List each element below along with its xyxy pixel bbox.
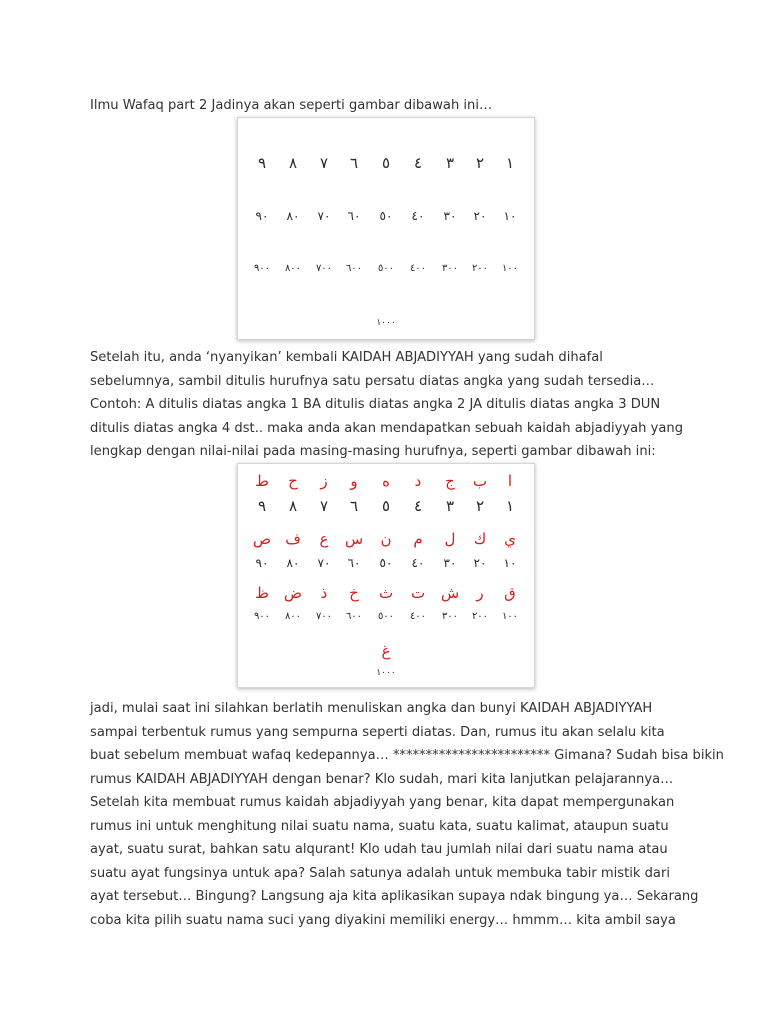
- text-line: ayat tersebut… Bingung? Langsung aja kita aplikasikan supaya ndak bingung ya… Sekarang: [90, 889, 699, 904]
- table-cell: ٧٠٠: [315, 611, 333, 622]
- table-cell: ٦: [349, 497, 359, 515]
- abjad-letter: ب: [472, 472, 488, 490]
- table-cell: ١: [505, 154, 515, 172]
- text-line: coba kita pilih suatu nama suci yang diyakini memiliki energy… hmmm… kita ambil saya: [90, 912, 676, 928]
- abjad-letter: ج: [445, 472, 455, 490]
- abjad-letter: ش: [440, 584, 460, 602]
- abjad-letter: ظ: [255, 584, 269, 602]
- abjad-table-figure: [237, 463, 535, 688]
- table-cell: ٧٠٠: [315, 263, 333, 274]
- abjad-letter: ص: [252, 530, 272, 548]
- table-cell: ٨٠٠: [284, 263, 302, 274]
- table-cell: ٨: [288, 497, 298, 515]
- table-cell: ٦٠: [347, 209, 361, 223]
- abjad-letter: ث: [378, 584, 394, 602]
- table-cell: ٤٠٠: [409, 611, 427, 622]
- abjad-letter: ا: [507, 472, 513, 490]
- table-cell: ٣: [445, 497, 455, 515]
- table-cell: ٤٠٠: [409, 263, 427, 274]
- abjad-letter: ذ: [320, 584, 328, 602]
- abjad-letter: و: [350, 472, 358, 490]
- table-cell: ٢٠: [473, 556, 487, 570]
- table-cell: ١٠: [503, 209, 517, 223]
- abjad-letter: ح: [288, 472, 298, 490]
- table-cell: ٣٠: [443, 556, 457, 570]
- abjad-letter: ن: [380, 530, 392, 548]
- abjad-letter: ض: [283, 584, 303, 602]
- abjad-letter: ط: [255, 472, 269, 490]
- table-cell-thousand: ١٠٠٠: [376, 318, 396, 328]
- table-cell: ٩: [257, 154, 267, 172]
- table-cell: ٦٠: [347, 556, 361, 570]
- abjad-letter: خ: [349, 584, 359, 602]
- table-cell: ٨٠: [286, 556, 300, 570]
- table-cell: ٢٠٠: [471, 263, 489, 274]
- table-cell: ٢٠: [473, 209, 487, 223]
- text-line: sebelumnya, sambil ditulis hurufnya satu persatu diatas angka yang sudah tersedia…: [90, 373, 655, 389]
- abjad-letter: د: [414, 472, 422, 490]
- table-cell: ٤٠: [411, 209, 425, 223]
- table-cell: ٣: [445, 154, 455, 172]
- text-line: rumus KAIDAH ABJADIYYAH dengan benar? Klo sudah, mari kita lanjutkan pelajarannya…: [90, 771, 674, 787]
- abjad-letter: ك: [473, 530, 487, 548]
- table-cell: ٥٠٠: [377, 611, 395, 622]
- table-cell: ١٠٠: [501, 263, 519, 274]
- table-cell: ٩٠: [255, 209, 269, 223]
- table-cell: ٥٠: [379, 209, 393, 223]
- intro-text: [90, 94, 690, 118]
- table-cell: ٣٠: [443, 209, 457, 223]
- text-line: ayat, suatu surat, bahkan satu alqurant! Klo udah tau jumlah nilai dari suatu nama atau: [90, 842, 668, 857]
- abjad-letter: ت: [410, 584, 426, 602]
- table-cell: ٦: [349, 154, 359, 172]
- table-cell: ٩٠: [255, 556, 269, 570]
- table-cell: ٧: [319, 154, 329, 172]
- table-cell: ٥: [381, 154, 391, 172]
- table-cell: ٢: [475, 497, 485, 515]
- table-cell: ٢: [475, 154, 485, 172]
- table-cell-thousand: ١٠٠٠: [376, 668, 396, 678]
- table-cell: ١٠٠: [501, 611, 519, 622]
- text-line: rumus ini untuk menghitung nilai suatu nama, suatu kata, suatu kalimat, ataupun suatu: [90, 818, 669, 834]
- table-cell: ٩٠٠: [253, 611, 271, 622]
- abjad-letter: ق: [504, 584, 516, 602]
- table-cell: ١٠: [503, 556, 517, 570]
- table-cell: ١: [505, 497, 515, 515]
- abjad-letter: ز: [320, 472, 328, 490]
- abjad-letter: م: [413, 530, 423, 548]
- paragraph-2: [90, 697, 724, 932]
- text-line: lengkap dengan nilai-nilai pada masing-masing hurufnya, seperti gambar dibawah ini:: [90, 444, 656, 459]
- table-cell: ٨٠٠: [284, 611, 302, 622]
- table-cell: ٦٠٠: [345, 263, 363, 274]
- table-cell: ٦٠٠: [345, 611, 363, 622]
- table-cell: ٩٠٠: [253, 263, 271, 274]
- table-cell: ٧: [319, 497, 329, 515]
- table-cell: ٨٠: [286, 209, 300, 223]
- table-cell: ٢٠٠: [471, 611, 489, 622]
- text-line: sampai terbentuk rumus yang sempurna seperti diatas. Dan, rumus itu akan selalu kita: [90, 724, 665, 740]
- table-cell: ٩: [257, 497, 267, 515]
- text-line: ditulis diatas angka 4 dst.. maka anda akan mendapatkan sebuah kaidah abjadiyyah yang: [90, 420, 684, 436]
- abjad-letter: ع: [319, 530, 329, 548]
- text-line: suatu ayat fungsinya untuk apa? Salah satunya adalah untuk membuka tabir mistik dari: [90, 865, 670, 881]
- table-cell: ٤: [413, 497, 423, 515]
- table-cell: ٤: [413, 154, 423, 172]
- table-cell: ٧٠: [317, 209, 331, 223]
- text-line: buat sebelum membuat wafaq kedepannya… ************************ Gimana? Sudah bisa bikin: [90, 748, 724, 763]
- table-cell: ٥٠٠: [377, 263, 395, 274]
- table-cell: ٧٠: [317, 556, 331, 570]
- intro-line: Ilmu Wafaq part 2 Jadinya akan seperti gambar dibawah ini…: [90, 98, 493, 113]
- text-line: jadi, mulai saat ini silahkan berlatih menuliskan angka dan bunyi KAIDAH ABJADIYYAH: [90, 701, 653, 716]
- abjad-letter: س: [344, 530, 364, 548]
- table-cell: ٣٠٠: [441, 611, 459, 622]
- abjad-letter: ل: [444, 530, 456, 548]
- number-table-figure: [237, 117, 535, 340]
- text-line: Setelah kita membuat rumus kaidah abjadiyyah yang benar, kita dapat mempergunakan: [90, 795, 675, 810]
- table-cell: ٣٠٠: [441, 263, 459, 274]
- text-line: Contoh: A ditulis diatas angka 1 BA ditulis diatas angka 2 JA ditulis diatas angka 3 DUN: [90, 397, 661, 412]
- abjad-letter: ف: [285, 530, 301, 548]
- table-cell: ٥٠: [379, 556, 393, 570]
- abjad-letter: ه: [382, 472, 390, 490]
- text-line: Setelah itu, anda ‘nyanyikan’ kembali KAIDAH ABJADIYYAH yang sudah dihafal: [90, 350, 603, 365]
- abjad-letter: ي: [504, 530, 516, 548]
- abjad-letter: ر: [476, 584, 484, 602]
- table-cell: ٨: [288, 154, 298, 172]
- table-cell: ٥: [381, 497, 391, 515]
- table-cell: ٤٠: [411, 556, 425, 570]
- abjad-letter-thousand: غ: [381, 642, 391, 660]
- paragraph-1: [90, 346, 690, 464]
